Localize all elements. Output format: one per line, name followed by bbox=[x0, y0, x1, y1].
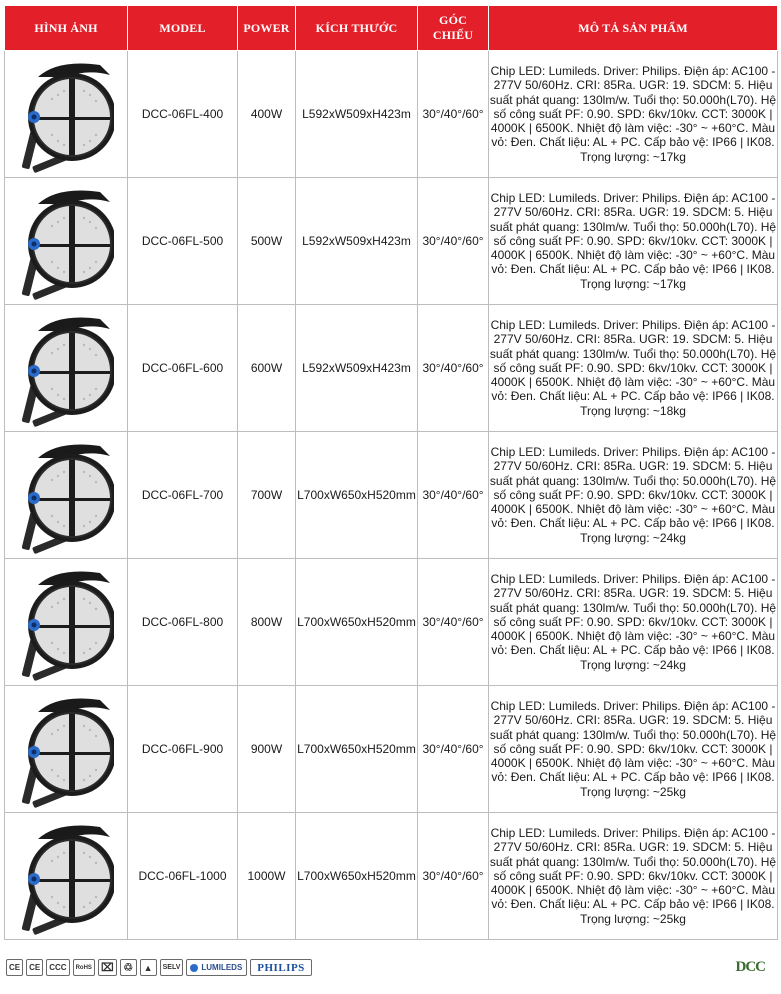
lumileds-logo bbox=[186, 959, 247, 976]
product-image-cell bbox=[5, 305, 128, 432]
power-cell: 800W bbox=[238, 559, 296, 686]
recycle-icon: ♲ bbox=[120, 959, 137, 976]
description-cell: Chip LED: Lumileds. Driver: Philips. Điện áp: AC100 - 277V 50/60Hz. CRI: 85Ra. UGR: 19. SDCM: 5. Hiệu suất phát quang: 130lm/w. Tuổi thọ: 50.000h(L70). Hệ số công suất PF: 0.90. SPD: 6kv/10kv. CCT: 3000K | 4000K | 6500K. Nhiệt độ làm việc: -30° ~ +60°C. Màu vỏ: Đen. Chất liệu: AL + PC. Cấp bảo vệ: IP66 | IK08. Trọng lượng: ~17kg bbox=[489, 178, 778, 305]
selv-mark-icon: SELV bbox=[160, 959, 184, 976]
description-cell: Chip LED: Lumileds. Driver: Philips. Điện áp: AC100 - 277V 50/60Hz. CRI: 85Ra. UGR: 19. SDCM: 5. Hiệu suất phát quang: 130lm/w. Tuổi thọ: 50.000h(L70). Hệ số công suất PF: 0.90. SPD: 6kv/10kv. CCT: 3000K | 4000K | 6500K. Nhiệt độ làm việc: -30° ~ +60°C. Màu vỏ: Đen. Chất liệu: AL + PC. Cấp bảo vệ: IP66 | IK08. Trọng lượng: ~24kg bbox=[489, 432, 778, 559]
weee-bin-icon: ⌧ bbox=[98, 959, 117, 976]
ccc-mark-icon: CCC bbox=[46, 959, 69, 976]
product-image-cell bbox=[5, 432, 128, 559]
table-row bbox=[5, 432, 778, 559]
model-cell: DCC-06FL-1000 bbox=[128, 813, 238, 940]
table-row bbox=[5, 686, 778, 813]
table-row bbox=[5, 813, 778, 940]
description-cell: Chip LED: Lumileds. Driver: Philips. Điện áp: AC100 - 277V 50/60Hz. CRI: 85Ra. UGR: 19. SDCM: 5. Hiệu suất phát quang: 130lm/w. Tuổi thọ: 50.000h(L70). Hệ số công suất PF: 0.90. SPD: 6kv/10kv. CCT: 3000K | 4000K | 6500K. Nhiệt độ làm việc: -30° ~ +60°C. Màu vỏ: Đen. Chất liệu: AL + PC. Cấp bảo vệ: IP66 | IK08. Trọng lượng: ~24kg bbox=[489, 559, 778, 686]
beam-angle-cell: 30°/40°/60° bbox=[418, 432, 489, 559]
product-image-cell bbox=[5, 51, 128, 178]
power-cell: 400W bbox=[238, 51, 296, 178]
beam-angle-cell: 30°/40°/60° bbox=[418, 686, 489, 813]
description-cell: Chip LED: Lumileds. Driver: Philips. Điện áp: AC100 - 277V 50/60Hz. CRI: 85Ra. UGR: 19. SDCM: 5. Hiệu suất phát quang: 130lm/w. Tuổi thọ: 50.000h(L70). Hệ số công suất PF: 0.90. SPD: 6kv/10kv. CCT: 3000K | 4000K | 6500K. Nhiệt độ làm việc: -30° ~ +60°C. Màu vỏ: Đen. Chất liệu: AL + PC. Cấp bảo vệ: IP66 | IK08. Trọng lượng: ~18kg bbox=[489, 305, 778, 432]
beam-angle-cell: 30°/40°/60° bbox=[418, 178, 489, 305]
led-floodlight-icon bbox=[5, 563, 127, 681]
certification-strip bbox=[6, 959, 312, 976]
header-image: HÌNH ẢNH bbox=[5, 6, 128, 51]
model-cell: DCC-06FL-700 bbox=[128, 432, 238, 559]
model-cell: DCC-06FL-600 bbox=[128, 305, 238, 432]
model-cell: DCC-06FL-400 bbox=[128, 51, 238, 178]
product-image-cell bbox=[5, 178, 128, 305]
product-spec-table bbox=[4, 5, 778, 940]
beam-angle-cell: 30°/40°/60° bbox=[418, 51, 489, 178]
led-floodlight-icon bbox=[5, 309, 127, 427]
description-cell: Chip LED: Lumileds. Driver: Philips. Điện áp: AC100 - 277V 50/60Hz. CRI: 85Ra. UGR: 19. SDCM: 5. Hiệu suất phát quang: 130lm/w. Tuổi thọ: 50.000h(L70). Hệ số công suất PF: 0.90. SPD: 6kv/10kv. CCT: 3000K | 4000K | 6500K. Nhiệt độ làm việc: -30° ~ +60°C. Màu vỏ: Đen. Chất liệu: AL + PC. Cấp bảo vệ: IP66 | IK08. Trọng lượng: ~25kg bbox=[489, 813, 778, 940]
header-description: MÔ TẢ SẢN PHẨM bbox=[489, 6, 778, 51]
product-image-cell bbox=[5, 813, 128, 940]
size-cell: L592xW509xH423m bbox=[296, 305, 418, 432]
table-row bbox=[5, 559, 778, 686]
power-cell: 700W bbox=[238, 432, 296, 559]
header-model: MODEL bbox=[128, 6, 238, 51]
product-image-cell bbox=[5, 686, 128, 813]
led-floodlight-icon bbox=[5, 817, 127, 935]
model-cell: DCC-06FL-900 bbox=[128, 686, 238, 813]
description-cell: Chip LED: Lumileds. Driver: Philips. Điện áp: AC100 - 277V 50/60Hz. CRI: 85Ra. UGR: 19. SDCM: 5. Hiệu suất phát quang: 130lm/w. Tuổi thọ: 50.000h(L70). Hệ số công suất PF: 0.90. SPD: 6kv/10kv. CCT: 3000K | 4000K | 6500K. Nhiệt độ làm việc: -30° ~ +60°C. Màu vỏ: Đen. Chất liệu: AL + PC. Cấp bảo vệ: IP66 | IK08. Trọng lượng: ~17kg bbox=[489, 51, 778, 178]
philips-logo: PHILIPS bbox=[250, 959, 312, 976]
size-cell: L592xW509xH423m bbox=[296, 51, 418, 178]
dcc-logo: DCC bbox=[735, 959, 765, 975]
lumileds-label: LUMILEDS bbox=[201, 963, 243, 972]
header-size: KÍCH THƯỚC bbox=[296, 6, 418, 51]
model-cell: DCC-06FL-800 bbox=[128, 559, 238, 686]
rohs-mark-icon: RoHS bbox=[73, 959, 95, 976]
size-cell: L592xW509xH423m bbox=[296, 178, 418, 305]
table-row bbox=[5, 51, 778, 178]
power-cell: 900W bbox=[238, 686, 296, 813]
size-cell: L700xW650xH520mm bbox=[296, 686, 418, 813]
led-floodlight-icon bbox=[5, 55, 127, 173]
size-cell: L700xW650xH520mm bbox=[296, 432, 418, 559]
ce-mark-icon: CE bbox=[6, 959, 23, 976]
table-row bbox=[5, 178, 778, 305]
ce-emc-mark-icon: CE bbox=[26, 959, 43, 976]
lumileds-dot-icon bbox=[190, 964, 198, 972]
footer bbox=[4, 956, 777, 982]
header-angle: GÓC CHIẾU bbox=[418, 6, 489, 51]
power-cell: 1000W bbox=[238, 813, 296, 940]
ip-rating-icon: ▲ bbox=[140, 959, 157, 976]
description-cell: Chip LED: Lumileds. Driver: Philips. Điện áp: AC100 - 277V 50/60Hz. CRI: 85Ra. UGR: 19. SDCM: 5. Hiệu suất phát quang: 130lm/w. Tuổi thọ: 50.000h(L70). Hệ số công suất PF: 0.90. SPD: 6kv/10kv. CCT: 3000K | 4000K | 6500K. Nhiệt độ làm việc: -30° ~ +60°C. Màu vỏ: Đen. Chất liệu: AL + PC. Cấp bảo vệ: IP66 | IK08. Trọng lượng: ~25kg bbox=[489, 686, 778, 813]
power-cell: 600W bbox=[238, 305, 296, 432]
model-cell: DCC-06FL-500 bbox=[128, 178, 238, 305]
beam-angle-cell: 30°/40°/60° bbox=[418, 559, 489, 686]
size-cell: L700xW650xH520mm bbox=[296, 813, 418, 940]
led-floodlight-icon bbox=[5, 182, 127, 300]
size-cell: L700xW650xH520mm bbox=[296, 559, 418, 686]
led-floodlight-icon bbox=[5, 690, 127, 808]
table-header-row bbox=[5, 6, 778, 51]
header-power: POWER bbox=[238, 6, 296, 51]
table-row bbox=[5, 305, 778, 432]
led-floodlight-icon bbox=[5, 436, 127, 554]
power-cell: 500W bbox=[238, 178, 296, 305]
product-image-cell bbox=[5, 559, 128, 686]
beam-angle-cell: 30°/40°/60° bbox=[418, 305, 489, 432]
beam-angle-cell: 30°/40°/60° bbox=[418, 813, 489, 940]
